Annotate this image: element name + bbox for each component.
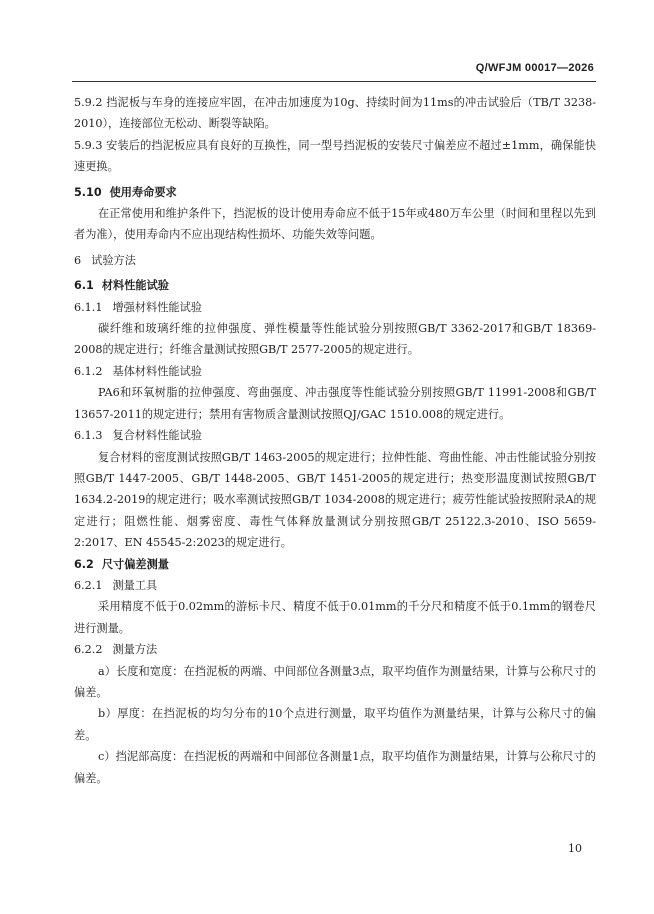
heading-text: 增强材料性能试验 <box>112 300 202 314</box>
heading-6-2 <box>74 554 596 575</box>
clause-number: 5.9.2 <box>74 96 103 109</box>
body-paragraph: 在正常使用和维护条件下，挡泥板的设计使用寿命应不低于15年或480万车公里（时间和里程以先到者为准），使用寿命内不应出现结构性损坏、功能失效等问题。 <box>74 207 596 242</box>
body-paragraph: 采用精度不低于0.02mm的游标卡尺、精度不低于0.01mm的千分尺和精度不低于0.1mm的钢卷尺进行测量。 <box>74 600 596 635</box>
body-paragraph: 复合材料的密度测试按照GB/T 1463-2005的规定进行；拉伸性能、弯曲性能、冲击性能试验分别按照GB/T 1447-2005、GB/T 1448-2005、GB/T 1451-2005的规定进行；热变形温度测试按照GB/T 1634.2-2019的规定进行；吸水率测试按照GB/T 1034-2008的规定进行；疲劳性能试验按照附录A的规定进行；阻燃性能、烟雾密度、毒性气体释放量测试分别按照GB/T 25122.3-2010、ISO 5659-2:2017、EN 45545-2:2023的规定进行。 <box>74 450 596 550</box>
heading-number: 6.1.1 <box>74 300 103 314</box>
heading-5-10 <box>74 182 596 203</box>
heading-6 <box>74 250 596 271</box>
clause-text: 安装后的挡泥板应具有良好的互换性，同一型号挡泥板的安装尺寸偏差应不超过±1mm，确保能快速更换。 <box>74 138 597 174</box>
heading-text: 复合材料性能试验 <box>112 429 202 443</box>
list-item-b: b）厚度：在挡泥板的均匀分布的10个点进行测量，取平均值作为测量结果，计算与公称尺寸的偏差。 <box>74 707 596 742</box>
heading-number: 6 <box>74 253 82 267</box>
heading-6-1-1 <box>74 297 596 318</box>
heading-number: 6.1 <box>74 279 94 293</box>
heading-text: 材料性能试验 <box>101 279 169 293</box>
heading-text: 使用寿命要求 <box>109 185 177 199</box>
list-item-c: c）挡泥部高度：在挡泥板的两端和中间部位各测量1点，取平均值作为测量结果，计算与公称尺寸的偏差。 <box>74 750 596 785</box>
heading-6-2-2 <box>74 639 596 660</box>
heading-number: 6.2 <box>74 557 94 571</box>
document-code: Q/WFJM 00017—2026 <box>475 62 594 74</box>
body-paragraph: PA6和环氧树脂的拉伸强度、弯曲强度、冲击强度等性能试验分别按照GB/T 11991-2008和GB/T 13657-2011的规定进行；禁用有害物质含量测试按照QJ/GAC 1510.008的规定进行。 <box>74 386 596 421</box>
list-item-a: a）长度和宽度：在挡泥板的两端、中间部位各测量3点，取平均值作为测量结果，计算与公称尺寸的偏差。 <box>74 664 596 699</box>
heading-text: 测量工具 <box>112 578 158 592</box>
heading-number: 6.1.3 <box>74 429 103 443</box>
heading-number: 6.1.2 <box>74 364 103 378</box>
heading-text: 尺寸偏差测量 <box>101 557 169 571</box>
heading-text: 测量方法 <box>112 643 158 657</box>
heading-number: 6.2.2 <box>74 643 103 657</box>
body-paragraph: 碳纤维和玻璃纤维的拉伸强度、弹性模量等性能试验分别按照GB/T 3362-2017和GB/T 18369-2008的规定进行；纤维含量测试按照GB/T 2577-2005的规定进行。 <box>74 322 596 357</box>
heading-6-1 <box>74 275 596 296</box>
heading-text: 基体材料性能试验 <box>112 364 202 378</box>
clause-number: 5.9.3 <box>74 138 103 152</box>
heading-6-2-1 <box>74 575 596 596</box>
heading-number: 6.2.1 <box>74 578 103 592</box>
heading-number: 5.10 <box>74 185 102 199</box>
header-divider <box>72 81 596 82</box>
clause-text: 挡泥板与车身的连接应牢固，在冲击加速度为10g、持续时间为11ms的冲击试验后（TB/T 3238-2010），连接部位无松动、断裂等缺陷。 <box>74 96 596 131</box>
clause-5-9-2 <box>74 92 596 135</box>
heading-text: 试验方法 <box>91 253 136 267</box>
heading-6-1-3 <box>74 425 596 446</box>
page-number: 10 <box>568 842 582 855</box>
heading-6-1-2 <box>74 361 596 382</box>
clause-5-9-3 <box>74 135 596 178</box>
page-content <box>74 92 596 789</box>
